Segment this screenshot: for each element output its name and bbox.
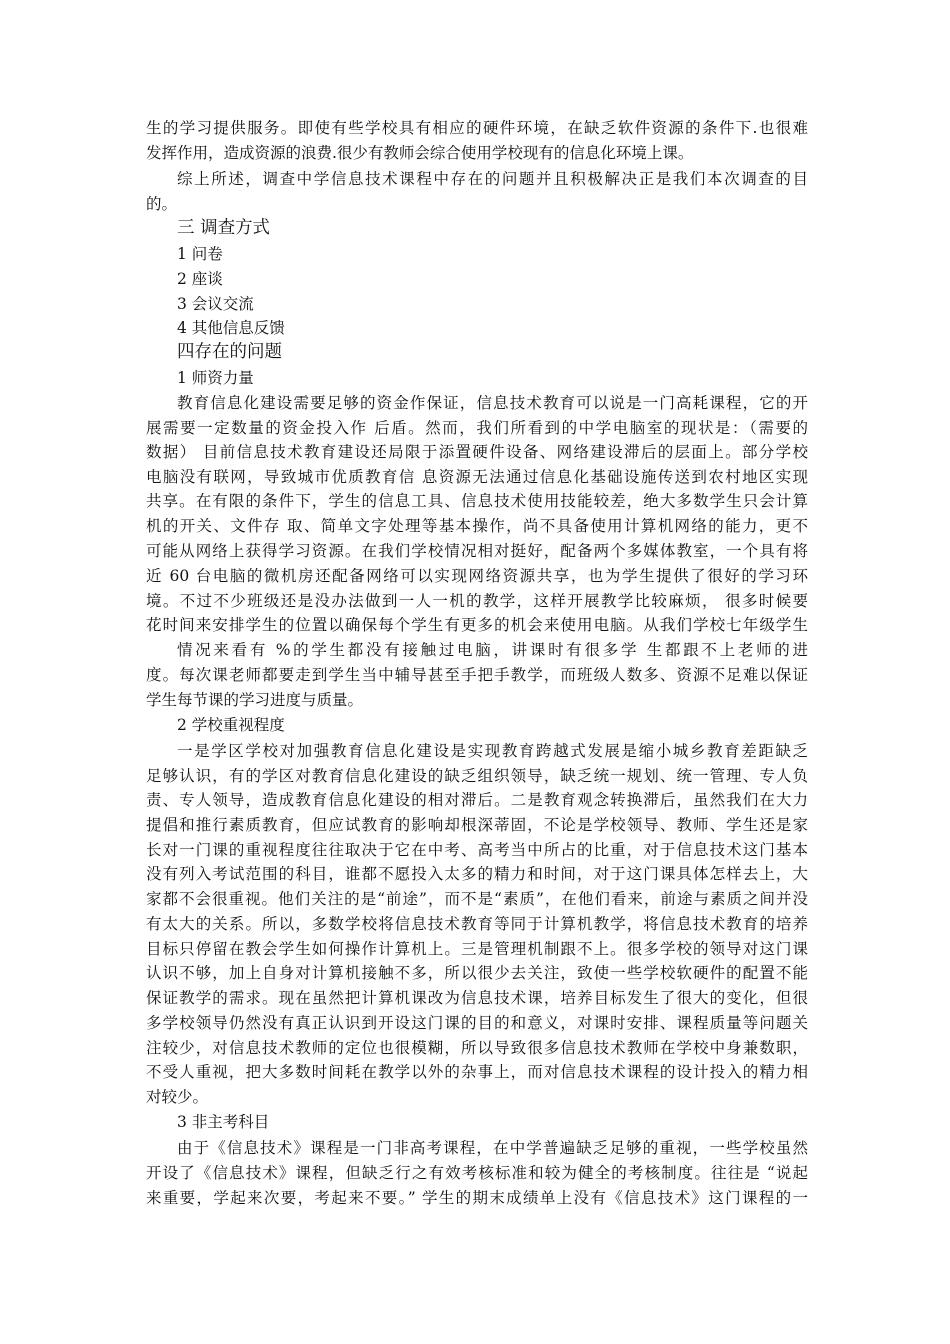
- list-item: 1 问卷: [177, 245, 223, 263]
- body-line: 目标只停留在教会学生如何操作计算机上。三是管理机制跟不上。很多学校的领导对这门课: [146, 940, 808, 958]
- body-line: 提倡和推行素质教育，但应试教育的影响却根深蒂固，不论是学校领导、教师、学生还是家: [146, 816, 808, 834]
- body-line: 可能从网络上获得学习资源。在我们学校情况相对挺好，配备两个多媒体教室，一个具有将: [146, 542, 808, 560]
- section-heading: 三 调查方式: [177, 218, 271, 238]
- list-item: 2 座谈: [177, 270, 223, 288]
- body-line: 来重要，学起来次要，考起来不要。” 学生的期末成绩单上没有《信息技术》这门课程的一: [146, 1189, 808, 1207]
- body-line: 认识不够，加上自身对计算机接触不多，所以很少去关注，致使一些学校软硬件的配置不能: [146, 964, 808, 982]
- body-line: 境。不过不少班级还是没办法做到一人一机的教学，这样开展教学比较麻烦， 很多时候要: [146, 592, 808, 610]
- body-line: 一是学区学校对加强教育信息化建设是实现教育跨越式发展是缩小城乡教育差距缺乏: [177, 742, 808, 760]
- body-line: 家都不会很重视。他们关注的是“前途”，而不是“素质”，在他们看来，前途与素质之间并没: [146, 890, 808, 908]
- body-line: 共享。在有限的条件下，学生的信息工具、信息技术使用技能较差，绝大多数学生只会计算: [146, 492, 808, 510]
- body-line: 生的学习提供服务。即使有些学校具有相应的硬件环境，在缺乏软件资源的条件下.也很难: [146, 119, 808, 137]
- body-line: 足够认识，有的学区对教育信息化建设的缺乏组织领导，缺乏统一规划、统一管理、专人负: [146, 767, 808, 785]
- body-line: 保证教学的需求。现在虽然把计算机课改为信息技术课，培养目标发生了很大的变化，但很: [146, 989, 808, 1007]
- body-line: 的。: [146, 195, 178, 213]
- body-line: 不受人重视，把大多数时间耗在教学以外的杂事上，而对信息技术课程的设计投入的精力相: [146, 1063, 808, 1081]
- body-line: 电脑没有联网，导致城市优质教育信 息资源无法通过信息化基础设施传送到农村地区实现: [146, 468, 808, 486]
- body-line: 数据） 目前信息技术教育建设还局限于添置硬件设备、网络建设滞后的层面上。部分学校: [146, 443, 808, 461]
- body-line: 责、专人领导，造成教育信息化建设的相对滞后。二是教育观念转换滞后，虽然我们在大力: [146, 791, 808, 809]
- body-line: 综上所述，调查中学信息技术课程中存在的问题并且积极解决正是我们本次调查的目: [177, 170, 808, 188]
- body-line: 对较少。: [146, 1088, 209, 1106]
- body-line: 开设了《信息技术》课程，但缺乏行之有效考核标准和较为健全的考核制度。往往是 “说起: [146, 1164, 808, 1182]
- body-line: 长对一门课的重视程度往往取决于它在中考、高考当中所占的比重，对于信息技术这门基本: [146, 841, 808, 859]
- body-line: 展需要一定数量的资金投入作 后盾。然而，我们所看到的中学电脑室的现状是：（需要的: [146, 419, 808, 437]
- section-heading: 四存在的问题: [177, 342, 282, 362]
- body-line: 注较少，对信息技术教师的定位也很模糊，所以导致很多信息技术教师在学校中身兼数职，: [146, 1039, 808, 1057]
- body-line: 近 60 台电脑的微机房还配备网络可以实现网络资源共享，也为学生提供了很好的学习环: [146, 567, 808, 585]
- body-line: 度。每次课老师都要走到学生当中辅导甚至手把手教学，而班级人数多、资源不足难以保证: [146, 666, 808, 684]
- list-item: 4 其他信息反馈: [177, 319, 285, 337]
- body-line: 情况来看有 %的学生都没有接触过电脑，讲课时有很多学 生都跟不上老师的进: [177, 641, 808, 659]
- subsection-title: 3 非主考科目: [177, 1113, 270, 1131]
- body-line: 多学校领导仍然没有真正认识到开设这门课的目的和意义，对课时安排、课程质量等问题关: [146, 1014, 808, 1032]
- subsection-title: 1 师资力量: [177, 369, 254, 387]
- body-line: 学生每节课的学习进度与质量。: [146, 691, 364, 709]
- body-line: 发挥作用，造成资源的浪费.很少有教师会综合使用学校现有的信息化环境上课。: [146, 144, 694, 162]
- body-line: 没有列入考试范围的科目，谁都不愿投入太多的精力和时间，对于这门课具体怎样去上，大: [146, 865, 808, 883]
- body-line: 花时间来安排学生的位置以确保每个学生有更多的机会来使用电脑。从我们学校七年级学生: [146, 616, 808, 634]
- list-item: 3 会议交流: [177, 295, 254, 313]
- subsection-title: 2 学校重视程度: [177, 716, 285, 734]
- body-line: 教育信息化建设需要足够的资金作保证，信息技术教育可以说是一门高耗课程，它的开: [177, 394, 808, 412]
- body-line: 有太大的关系。所以，多数学校将信息技术教育等同于计算机教学，将信息技术教育的培养: [146, 915, 808, 933]
- body-line: 机的开关、文件存 取、简单文字处理等基本操作，尚不具备使用计算机网络的能力，更不: [146, 517, 808, 535]
- body-line: 由于《信息技术》课程是一门非高考课程，在中学普遍缺乏足够的重视，一些学校虽然: [177, 1139, 808, 1157]
